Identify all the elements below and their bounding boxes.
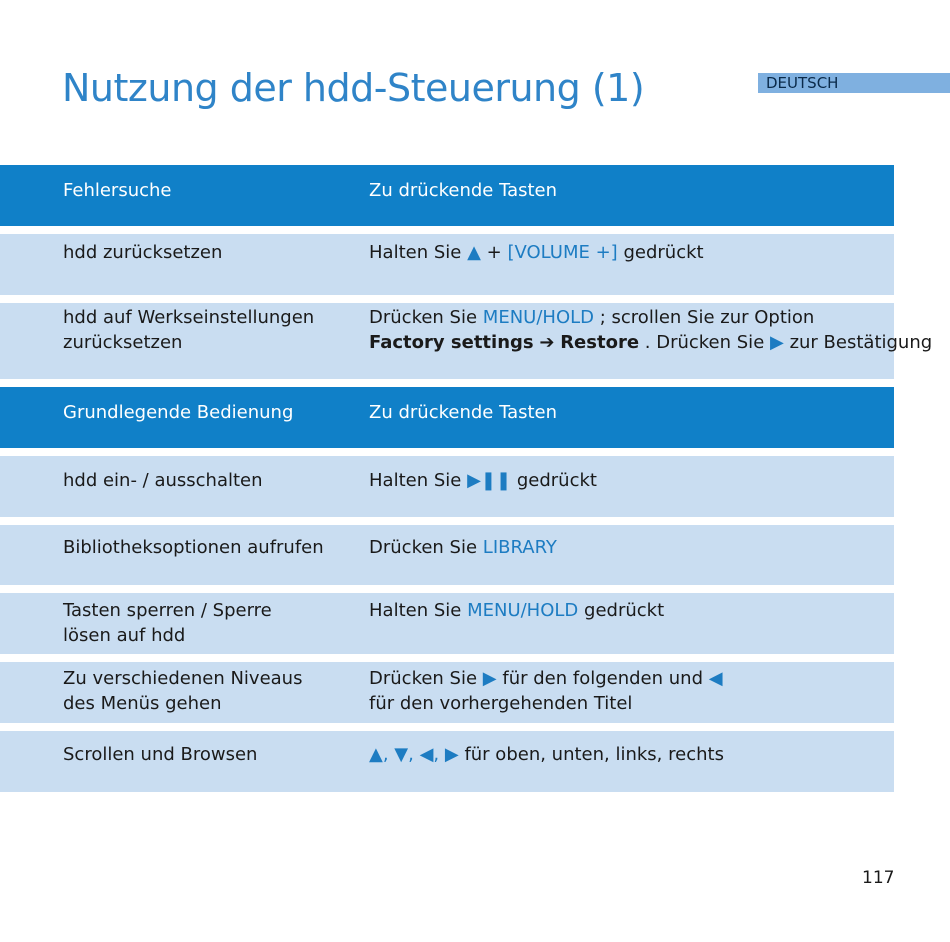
table-row [0, 525, 894, 585]
table-header-troubleshooting [0, 165, 894, 226]
row-instruction-line2 [369, 330, 933, 355]
play-right-icon: ▶ [770, 332, 784, 353]
page-title: Nutzung der hdd-Steuerung (1) [62, 66, 645, 110]
row-label: Bibliotheksoptionen aufrufen [63, 537, 324, 558]
row-instruction-line1 [369, 305, 889, 330]
row-instruction [369, 742, 889, 767]
table-row [0, 593, 894, 654]
language-tab: DEUTSCH [758, 73, 950, 93]
table-row [0, 234, 894, 295]
row-label-line2: zurücksetzen [63, 332, 183, 353]
row-label: Scrollen und Browsen [63, 744, 258, 765]
page-number: 117 [862, 868, 895, 888]
up-arrow-icon: ▲ [467, 242, 481, 263]
menu-hold-key-label: MENU/HOLD [467, 600, 579, 621]
table-row [0, 662, 894, 723]
instruction-text: gedrückt [584, 600, 665, 621]
row-label: hdd ein- / ausschalten [63, 470, 263, 491]
direction-arrows-icon: ▲, ▼, ◀, ▶ [369, 744, 459, 765]
row-label-line1: Zu verschiedenen Niveaus [63, 668, 303, 689]
table-row [0, 731, 894, 792]
play-pause-icon: ▶❚❚ [467, 470, 512, 491]
table-row [0, 303, 933, 379]
instruction-text: für den folgenden und [502, 668, 704, 689]
row-instruction [369, 598, 889, 623]
instruction-text: Halten Sie [369, 242, 462, 263]
row-instruction-line2: für den vorhergehenden Titel [369, 693, 633, 714]
instruction-text: ; scrollen Sie zur Option [599, 307, 815, 328]
instruction-text: gedrückt [623, 242, 704, 263]
menu-hold-key-label: MENU/HOLD [482, 307, 594, 328]
arrow-right-icon: ➔ [539, 332, 555, 353]
row-label: hdd zurücksetzen [63, 242, 223, 263]
row-label-line1: Tasten sperren / Sperre [63, 600, 272, 621]
instruction-text: gedrückt [516, 470, 597, 491]
row-instruction [369, 240, 889, 265]
instruction-text: Halten Sie [369, 470, 462, 491]
instruction-text: Drücken Sie [369, 307, 478, 328]
row-label-line2: des Menüs gehen [63, 693, 222, 714]
row-instruction-line1 [369, 666, 889, 691]
plus-sign: + [486, 242, 502, 263]
instruction-text: Drücken Sie [369, 668, 478, 689]
table-row [0, 456, 894, 517]
header-label-right: Zu drückende Tasten [369, 402, 558, 423]
row-label-line2: lösen auf hdd [63, 625, 186, 646]
instruction-text: Drücken Sie [369, 537, 478, 558]
volume-key-label: [VOLUME +] [507, 242, 618, 263]
play-left-icon: ◀ [708, 668, 723, 689]
instruction-text: zur Bestätigung [789, 332, 933, 353]
row-instruction [369, 468, 889, 493]
instruction-text: Halten Sie [369, 600, 462, 621]
play-right-icon: ▶ [482, 668, 497, 689]
header-label-right: Zu drückende Tasten [369, 180, 558, 201]
library-key-label: LIBRARY [482, 537, 557, 558]
restore-label: Restore [560, 332, 640, 353]
header-label-left: Grundlegende Bedienung [63, 402, 294, 423]
header-label-left: Fehlersuche [63, 180, 172, 201]
instruction-text: . Drücken Sie [644, 332, 765, 353]
row-label-line1: hdd auf Werkseinstellungen [63, 307, 315, 328]
factory-settings-label: Factory settings [369, 332, 534, 353]
instruction-text: für oben, unten, links, rechts [464, 744, 724, 765]
table-header-basic-operation [0, 387, 894, 448]
row-instruction [369, 535, 889, 560]
